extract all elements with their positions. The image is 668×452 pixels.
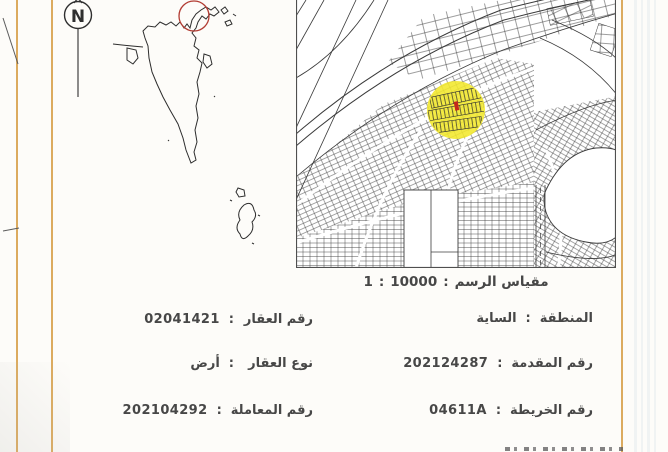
field-application-number-separator: : [497, 356, 503, 371]
field-property-number-value: 02041421 [144, 312, 220, 327]
country-locator-map [113, 1, 260, 244]
compass-n-label: N [70, 7, 86, 27]
field-transaction-number [88, 403, 313, 418]
field-property-type-value: أرض [190, 356, 220, 371]
cutoff-text-fragment [505, 447, 623, 451]
scale-denominator: 10000 [390, 274, 438, 290]
field-map-number-label: رقم الخريطة [510, 403, 593, 418]
field-application-number-label: رقم المقدمة [511, 356, 593, 371]
field-property-number-separator: : [228, 312, 234, 327]
scale-numerator: 1 [363, 274, 373, 290]
map-scale-caption [295, 274, 617, 290]
field-application-number [403, 356, 593, 371]
field-transaction-number-label: رقم المعاملة [230, 403, 313, 418]
field-region [415, 311, 593, 326]
field-region-value: الساية [476, 311, 517, 326]
scale-separator-2: : [378, 274, 385, 290]
field-property-number-label: رقم العقار [243, 312, 313, 327]
field-map-number [415, 403, 593, 418]
site-map [296, 0, 626, 270]
field-map-number-value: 04611A [429, 403, 487, 418]
field-transaction-number-value: 202104292 [122, 403, 208, 418]
field-property-type-separator: : [228, 356, 234, 371]
compass-north-icon [65, 0, 92, 97]
field-region-separator: : [525, 311, 531, 326]
scan-artifact-lines [3, 18, 19, 231]
field-property-type [88, 356, 313, 371]
field-map-number-separator: : [495, 403, 502, 418]
scale-separator-1: : [443, 274, 449, 290]
field-application-number-value: 202124287 [403, 356, 489, 371]
location-highlight-circle [179, 1, 209, 31]
field-property-type-label: نوع العقار [248, 356, 313, 371]
field-transaction-number-separator: : [216, 403, 222, 418]
scale-label: مقياس الرسم [454, 274, 549, 290]
field-property-number [88, 312, 313, 327]
field-region-label: المنطقة [539, 311, 593, 326]
